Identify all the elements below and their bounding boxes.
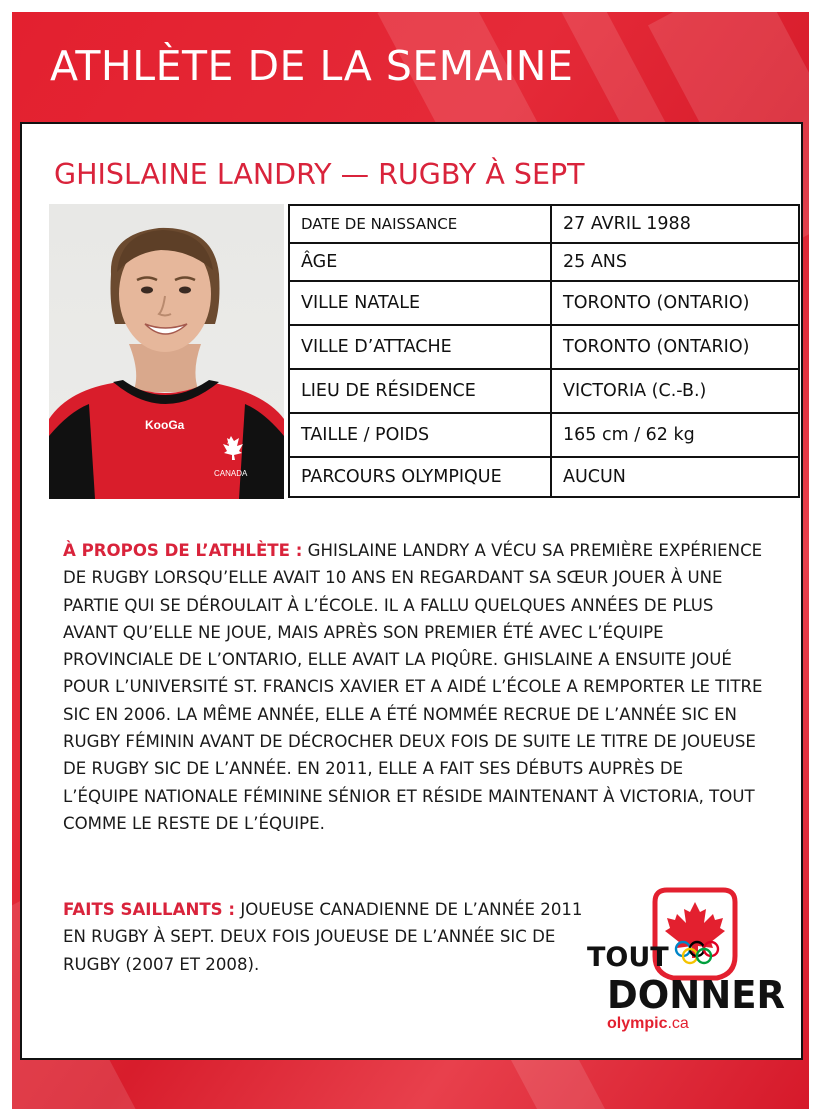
info-row [289,243,799,281]
info-value: TORONTO (ONTARIO) [551,325,799,369]
info-row [289,325,799,369]
athlete-photo [49,204,284,499]
info-row [289,281,799,325]
highlights-label: FAITS SAILLANTS : [63,900,236,919]
svg-text:olympic.ca [607,1015,689,1032]
athlete-card [20,122,803,1060]
info-value: VICTORIA (C.-B.) [551,369,799,413]
page-title: ATHLÈTE DE LA SEMAINE [50,42,574,90]
logo-line-tout: TOUT [587,942,669,973]
about-section [63,537,763,837]
highlights-text: JOUEUSE CANADIENNE DE L’ANNÉE 2011 EN RUGBY À SEPT. DEUX FOIS JOUEUSE DE L’ANNÉE SIC DE RUGBY (2007 ET 2008). [63,900,583,974]
info-label: PARCOURS OLYMPIQUE [289,457,551,497]
info-row [289,369,799,413]
highlights-section [63,896,583,978]
info-row [289,457,799,497]
about-text: GHISLAINE LANDRY A VÉCU SA PREMIÈRE EXPÉRIENCE DE RUGBY LORSQU’ELLE AVAIT 10 ANS EN REGARDANT SA SŒUR JOUER À UNE PARTIE QUI SE DÉROULAIT À L’ÉCOLE. IL A FALLU QUELQUES ANNÉES DE PLUS AVANT QU’ELLE NE JOUE, MAIS APRÈS SON PREMIER ÉTÉ AVEC L’ÉQUIPE PROVINCIALE DE L’ONTARIO, ELLE AVAIT LA PIQÛRE. GHISLAINE A ENSUITE JOUÉ POUR L’UNIVERSITÉ ST. FRANCIS XAVIER ET A AIDÉ L’ÉCOLE A REMPORTER LE TITRE SIC EN 2006. LA MÊME ANNÉE, ELLE A ÉTÉ NOMMÉE RECRUE DE L’ANNÉE SIC EN RUGBY FÉMININ AVANT DE DÉCROCHER DEUX FOIS DE SUITE LE TITRE DE JOUEUSE DE RUGBY SIC DE L’ANNÉE. EN 2011, ELLE A FAIT SES DÉBUTS AUPRÈS DE L’ÉQUIPE NATIONALE FÉMININE SÉNIOR ET RÉSIDE MAINTENANT À VICTORIA, TOUT COMME LE RESTE DE L’ÉQUIPE. [63,541,763,833]
tout-donner-logo [585,886,785,1056]
athlete-info-table [288,204,800,498]
logo-site-main: olympic [607,1015,668,1032]
info-value: 27 AVRIL 1988 [551,205,799,243]
info-value: AUCUN [551,457,799,497]
about-label: À PROPOS DE L’ATHLÈTE : [63,541,303,560]
info-label: TAILLE / POIDS [289,413,551,457]
red-background-frame [12,12,809,1109]
info-value: 165 cm / 62 kg [551,413,799,457]
athlete-name-heading: GHISLAINE LANDRY — RUGBY À SEPT [54,158,585,191]
logo-line-donner: DONNER [607,973,785,1017]
info-label: DATE DE NAISSANCE [289,205,551,243]
info-label: VILLE NATALE [289,281,551,325]
info-label: LIEU DE RÉSIDENCE [289,369,551,413]
info-value: TORONTO (ONTARIO) [551,281,799,325]
info-label: VILLE D’ATTACHE [289,325,551,369]
info-row [289,413,799,457]
logo-site-tld: .ca [667,1015,689,1032]
info-row [289,205,799,243]
jersey-crest-text: CANADA [214,469,248,478]
info-label: ÂGE [289,243,551,281]
jersey-brand-text: KooGa [145,418,185,432]
info-value: 25 ANS [551,243,799,281]
